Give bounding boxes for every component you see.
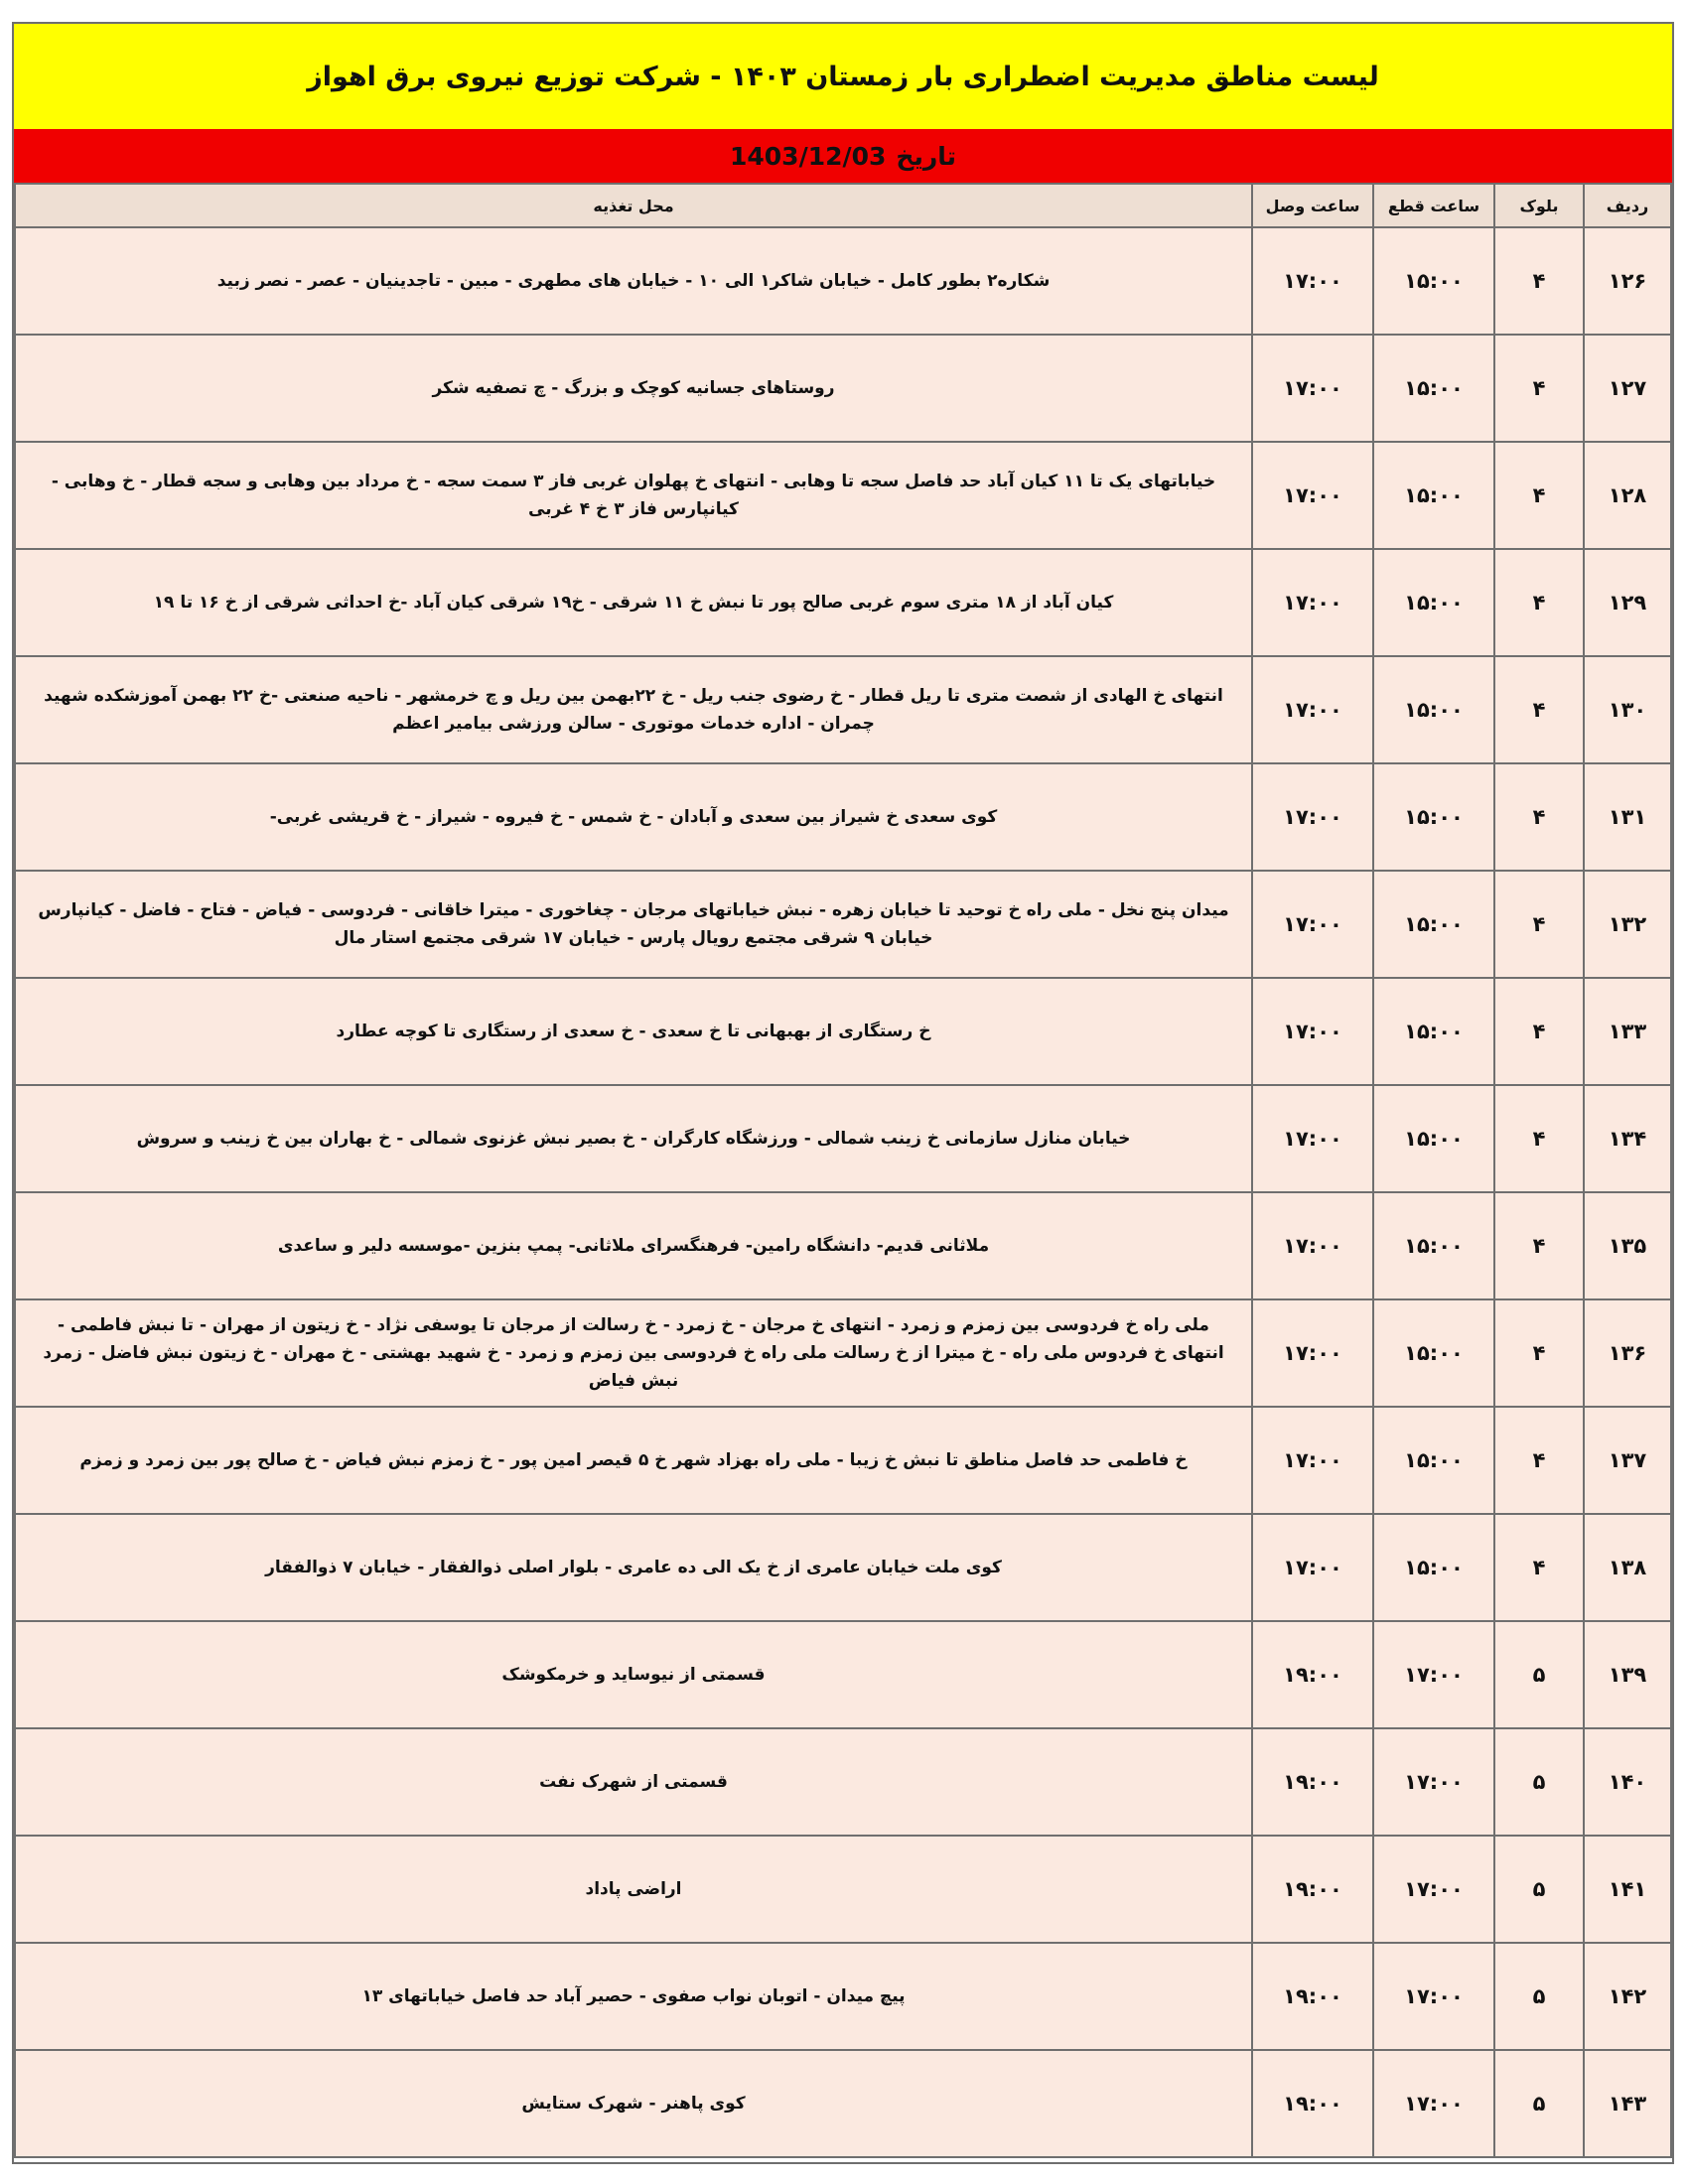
table-row	[15, 1085, 1671, 1192]
connect-time-cell: ۱۷:۰۰	[1252, 1299, 1373, 1407]
location-cell: خیابان منازل سازمانی خ زینب شمالی - ورزشگاه کارگران - خ بصیر نبش غزنوی شمالی - خ بهاران بین خ زینب و سروش	[15, 1085, 1252, 1192]
row-number-cell: ۱۳۴	[1584, 1085, 1671, 1192]
block-cell: ۴	[1494, 549, 1584, 656]
location-cell: خ فاطمی حد فاصل مناطق تا نبش خ زیبا - ملی راه بهزاد شهر خ ۵ قیصر امین پور - خ زمزم نبش فیاض - خ صالح پور بین زمرد و زمزم	[15, 1407, 1252, 1514]
block-cell: ۴	[1494, 978, 1584, 1085]
connect-time-cell: ۱۹:۰۰	[1252, 1621, 1373, 1728]
row-number-cell: ۱۴۱	[1584, 1836, 1671, 1943]
cut-time-cell: ۱۷:۰۰	[1373, 1728, 1494, 1836]
connect-time-cell: ۱۷:۰۰	[1252, 227, 1373, 335]
table-header-row	[15, 184, 1671, 227]
location-cell: شکاره۲ بطور کامل - خیابان شاکر۱ الی ۱۰ - خیابان های مطهری - مبین - تاجدینیان - عصر - نصر زبید	[15, 227, 1252, 335]
connect-time-cell: ۱۷:۰۰	[1252, 1085, 1373, 1192]
column-header-location: محل تغذیه	[15, 184, 1252, 227]
row-number-cell: ۱۴۳	[1584, 2050, 1671, 2157]
table-row	[15, 2050, 1671, 2157]
row-number-cell: ۱۲۷	[1584, 335, 1671, 442]
block-cell: ۴	[1494, 442, 1584, 549]
block-cell: ۴	[1494, 656, 1584, 763]
cut-time-cell: ۱۵:۰۰	[1373, 1299, 1494, 1407]
block-cell: ۵	[1494, 1836, 1584, 1943]
location-cell: روستاهای جسانیه کوچک و بزرگ - چ تصفیه شکر	[15, 335, 1252, 442]
block-cell: ۵	[1494, 1621, 1584, 1728]
location-cell: اراضی پاداد	[15, 1836, 1252, 1943]
cut-time-cell: ۱۵:۰۰	[1373, 871, 1494, 978]
connect-time-cell: ۱۷:۰۰	[1252, 1192, 1373, 1299]
row-number-cell: ۱۲۶	[1584, 227, 1671, 335]
table-row	[15, 1192, 1671, 1299]
cut-time-cell: ۱۵:۰۰	[1373, 978, 1494, 1085]
table-row	[15, 763, 1671, 871]
block-cell: ۵	[1494, 1943, 1584, 2050]
connect-time-cell: ۱۷:۰۰	[1252, 871, 1373, 978]
page-title: لیست مناطق مدیریت اضطراری بار زمستان ۱۴۰۳ - شرکت توزیع نیروی برق اهواز	[14, 24, 1672, 131]
row-number-cell: ۱۳۱	[1584, 763, 1671, 871]
table-row	[15, 1299, 1671, 1407]
block-cell: ۴	[1494, 763, 1584, 871]
block-cell: ۴	[1494, 1514, 1584, 1621]
location-cell: کوی سعدی خ شیراز بین سعدی و آبادان - خ شمس - خ فیروه - شیراز - خ قریشی غربی-	[15, 763, 1252, 871]
cut-time-cell: ۱۵:۰۰	[1373, 442, 1494, 549]
table-row	[15, 1407, 1671, 1514]
cut-time-cell: ۱۷:۰۰	[1373, 1943, 1494, 2050]
table-row	[15, 978, 1671, 1085]
block-cell: ۴	[1494, 1192, 1584, 1299]
location-cell: قسمتی از شهرک نفت	[15, 1728, 1252, 1836]
row-number-cell: ۱۳۳	[1584, 978, 1671, 1085]
row-number-cell: ۱۳۶	[1584, 1299, 1671, 1407]
outage-schedule-sheet	[12, 22, 1674, 2164]
row-number-cell: ۱۳۷	[1584, 1407, 1671, 1514]
row-number-cell: ۱۳۵	[1584, 1192, 1671, 1299]
table-body	[15, 227, 1671, 2157]
connect-time-cell: ۱۷:۰۰	[1252, 1407, 1373, 1514]
outage-table	[14, 183, 1672, 2158]
table-row	[15, 549, 1671, 656]
connect-time-cell: ۱۷:۰۰	[1252, 549, 1373, 656]
row-number-cell: ۱۳۸	[1584, 1514, 1671, 1621]
table-row	[15, 227, 1671, 335]
connect-time-cell: ۱۷:۰۰	[1252, 763, 1373, 871]
block-cell: ۴	[1494, 335, 1584, 442]
location-cell: ملی راه خ فردوسی بین زمزم و زمرد - انتهای خ مرجان - خ زمرد - خ رسالت از مرجان تا یوسفی نژاد - خ زیتون از مهران - تا نبش فاطمی - انتهای خ فردوس ملی راه - خ میترا از خ رسالت ملی راه خ فردوسی بین زمزم و زمرد - خ شهید بهشتی - خ مهران - خ زیتون نبش فاضل - زمرد نبش فیاض	[15, 1299, 1252, 1407]
cut-time-cell: ۱۵:۰۰	[1373, 1407, 1494, 1514]
block-cell: ۴	[1494, 1407, 1584, 1514]
location-cell: خ رستگاری از بهبهانی تا خ سعدی - خ سعدی از رستگاری تا کوچه عطارد	[15, 978, 1252, 1085]
row-number-cell: ۱۲۸	[1584, 442, 1671, 549]
table-row	[15, 656, 1671, 763]
row-number-cell: ۱۴۲	[1584, 1943, 1671, 2050]
cut-time-cell: ۱۵:۰۰	[1373, 1514, 1494, 1621]
column-header-cut-time: ساعت قطع	[1373, 184, 1494, 227]
cut-time-cell: ۱۵:۰۰	[1373, 335, 1494, 442]
block-cell: ۴	[1494, 1299, 1584, 1407]
cut-time-cell: ۱۵:۰۰	[1373, 763, 1494, 871]
cut-time-cell: ۱۵:۰۰	[1373, 1192, 1494, 1299]
column-header-block: بلوک	[1494, 184, 1584, 227]
cut-time-cell: ۱۷:۰۰	[1373, 1621, 1494, 1728]
block-cell: ۴	[1494, 1085, 1584, 1192]
date-value: 1403/12/03	[730, 141, 887, 171]
connect-time-cell: ۱۹:۰۰	[1252, 1836, 1373, 1943]
date-banner	[14, 129, 1672, 185]
row-number-cell: ۱۳۹	[1584, 1621, 1671, 1728]
row-number-cell: ۱۴۰	[1584, 1728, 1671, 1836]
connect-time-cell: ۱۷:۰۰	[1252, 656, 1373, 763]
table-row	[15, 442, 1671, 549]
location-cell: ملاثانی قدیم- دانشگاه رامین- فرهنگسرای ملاثانی- پمپ بنزین -موسسه دلیر و ساعدی	[15, 1192, 1252, 1299]
table-row	[15, 1514, 1671, 1621]
cut-time-cell: ۱۵:۰۰	[1373, 549, 1494, 656]
block-cell: ۴	[1494, 871, 1584, 978]
connect-time-cell: ۱۹:۰۰	[1252, 1728, 1373, 1836]
row-number-cell: ۱۳۰	[1584, 656, 1671, 763]
location-cell: انتهای خ الهادی از شصت متری تا ریل قطار - خ رضوی جنب ریل - خ ۲۲بهمن بین ریل و چ خرمشهر - ناحیه صنعتی -خ ۲۲ بهمن آموزشکده شهید چمران - اداره خدمات موتوری - سالن ورزشی بیامیر اعظم	[15, 656, 1252, 763]
table-row	[15, 335, 1671, 442]
location-cell: کوی پاهنر - شهرک ستایش	[15, 2050, 1252, 2157]
table-row	[15, 1728, 1671, 1836]
connect-time-cell: ۱۹:۰۰	[1252, 1943, 1373, 2050]
column-header-row-number: ردیف	[1584, 184, 1671, 227]
date-label: تاریخ	[896, 141, 956, 171]
table-row	[15, 1621, 1671, 1728]
connect-time-cell: ۱۷:۰۰	[1252, 335, 1373, 442]
column-header-connect-time: ساعت وصل	[1252, 184, 1373, 227]
table-row	[15, 1943, 1671, 2050]
block-cell: ۵	[1494, 2050, 1584, 2157]
cut-time-cell: ۱۷:۰۰	[1373, 1836, 1494, 1943]
connect-time-cell: ۱۷:۰۰	[1252, 1514, 1373, 1621]
connect-time-cell: ۱۹:۰۰	[1252, 2050, 1373, 2157]
connect-time-cell: ۱۷:۰۰	[1252, 442, 1373, 549]
cut-time-cell: ۱۵:۰۰	[1373, 656, 1494, 763]
location-cell: قسمتی از نیوساید و خرمکوشک	[15, 1621, 1252, 1728]
location-cell: خیاباتهای یک تا ۱۱ کیان آباد حد فاصل سجه تا وهابی - انتهای خ پهلوان غربی فاز ۳ سمت سجه - خ مرداد بین وهابی و سجه قطار - خ وهابی - کیانپارس فاز ۳ خ ۴ غربی	[15, 442, 1252, 549]
table-row	[15, 871, 1671, 978]
cut-time-cell: ۱۷:۰۰	[1373, 2050, 1494, 2157]
cut-time-cell: ۱۵:۰۰	[1373, 1085, 1494, 1192]
block-cell: ۴	[1494, 227, 1584, 335]
block-cell: ۵	[1494, 1728, 1584, 1836]
row-number-cell: ۱۳۲	[1584, 871, 1671, 978]
cut-time-cell: ۱۵:۰۰	[1373, 227, 1494, 335]
connect-time-cell: ۱۷:۰۰	[1252, 978, 1373, 1085]
row-number-cell: ۱۲۹	[1584, 549, 1671, 656]
location-cell: کوی ملت خیابان عامری از خ یک الی ده عامری - بلوار اصلی ذوالفقار - خیابان ۷ ذوالفقار	[15, 1514, 1252, 1621]
table-row	[15, 1836, 1671, 1943]
location-cell: پیچ میدان - اتوبان نواب صفوی - حصیر آباد حد فاصل خیاباتهای ۱۳	[15, 1943, 1252, 2050]
location-cell: میدان پنج نخل - ملی راه خ توحید تا خیابان زهره - نبش خیاباتهای مرجان - چغاخوری - میترا خاقانی - فردوسی - فیاض - فتاح - فاضل - کیانپارس خیابان ۹ شرقی مجتمع رویال پارس - خیابان ۱۷ شرقی مجتمع استار مال	[15, 871, 1252, 978]
location-cell: کیان آباد از ۱۸ متری سوم غربی صالح پور تا نبش خ ۱۱ شرقی - خ۱۹ شرقی کیان آباد -خ احداثی شرقی از خ ۱۶ تا ۱۹	[15, 549, 1252, 656]
